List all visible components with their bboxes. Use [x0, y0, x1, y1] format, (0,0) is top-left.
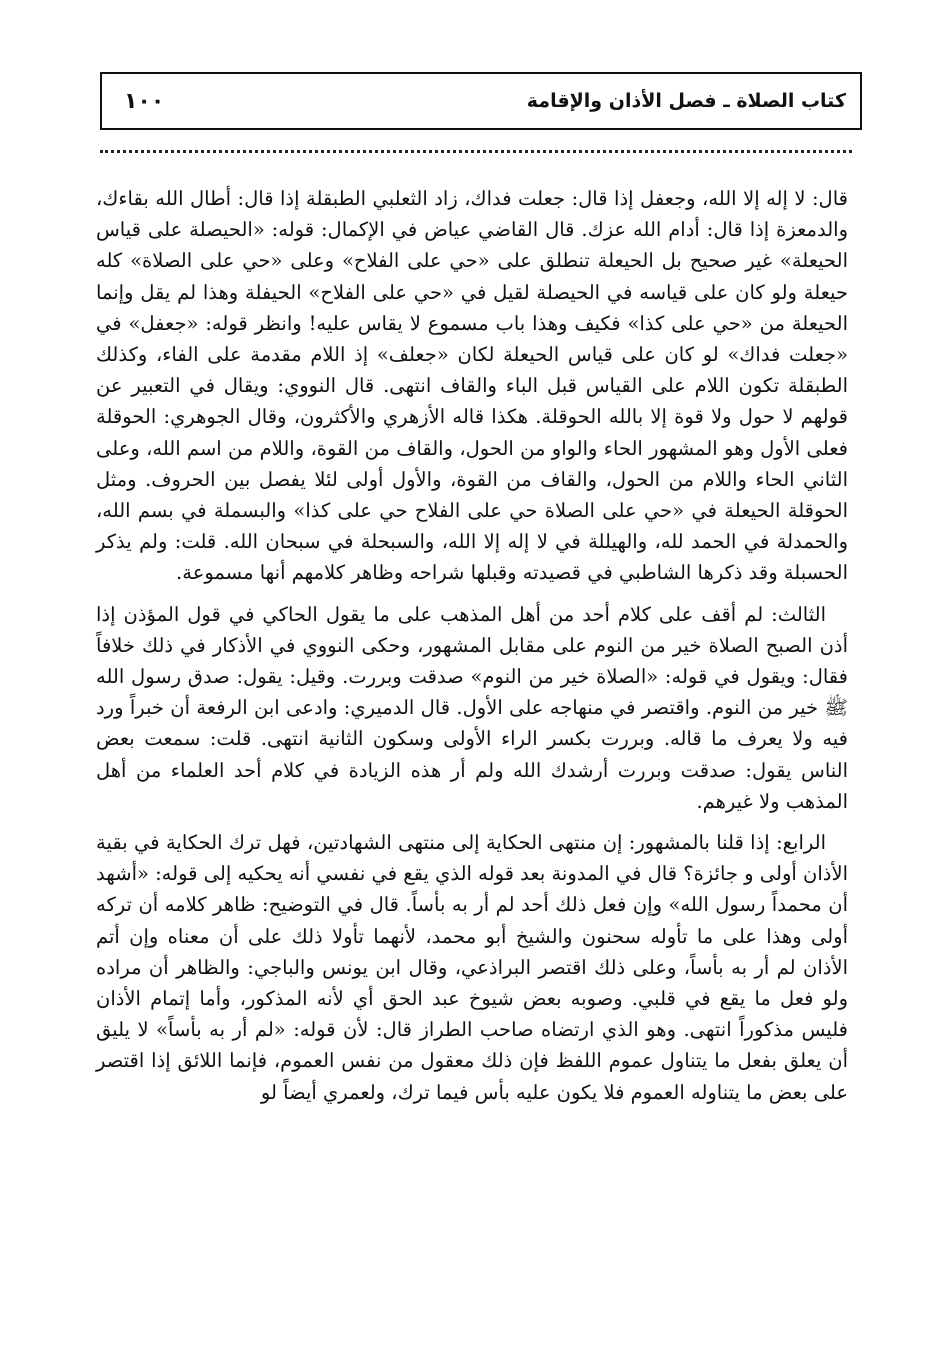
paragraph-fourth-point: الرابع: إذا قلنا بالمشهور: إن منتهى الحكاية إلى منتهى الشهادتين، فهل ترك الحكاية في بقية الأذان أولى و جائزة؟ قال في المدونة بعد قوله الذي يقع في نفسي أنه يحكيه إلى قوله: «أشهد أن محمداً رسول الله» وإن فعل ذلك أحد لم أر به بأساً. قال في التوضيح: ظاهر كلامه أن تركه أولى وهذا على ما تأوله سحنون والشيخ أبو محمد، لأنهما تأولا ذلك على أن معناه وإن أتم الأذان لم أر به بأساً، وعلى ذلك اقتصر البراذعي، وقال ابن يونس والباجي: والظاهر أن مراده ولو فعل ما يقع في قلبي. وصوبه بعض شيوخ عبد الحق أي لأنه المذكور، وأما إتمام الأذان فليس مذكوراً انتهى. وهو الذي ارتضاه صاحب الطراز قال: لأن قوله: «لم أر به بأساً» لا يليق أن يعلق بفعل ما يتناول عموم اللفظ فإن ذلك معقول من نفس العموم، فإنما اللائق إذا اقتصر على بعض ما يتناوله العموم فلا يكون عليه بأس فيما ترك، ولعمري أيضاً لو	[96, 831, 848, 1104]
paragraph-first: قال: لا إله إلا الله، وجعفل إذا قال: جعلت فداك، زاد الثعلبي الطبقلة إذا قال: أطال الله بقاءك، والدمعزة إذا قال: أدام الله عزك. قال القاضي عياض في الإكمال: قوله: «الحيصلة على قياس الحيعلة» غير صحيح بل الحيعلة تنطلق على «حي على الفلاح» وعلى «حي على الصلاة» كله حيعلة ولو كان على قياسه في الحيصلة لقيل في «حي على الفلاح» الحيفلة وهذا لم يقل وإنما الحيعلة من «حي على كذا» فكيف وهذا باب مسموع لا يقاس عليه! وانظر قوله: «جعفل» في «جعلت فداك» لو كان على قياس الحيعلة لكان «جعلف» إذ اللام مقدمة على الفاء، وكذلك الطبقلة تكون اللام على القياس قبل الباء والقاف انتهى. قال النووي: ويقال في التعبير عن قولهم لا حول ولا قوة إلا بالله الحوقلة. هكذا قاله الأزهري والأكثرون، وقال الجوهري: الحوقلة فعلى الأول وهو المشهور الحاء والواو من الحول، والقاف من القوة، واللام من اسم الله، وعلى الثاني الحاء واللام من الحول، والقاف من القوة، والأول أولى لئلا يفصل بين الحروف. ومثل الحوقلة الحيعلة في «حي على الصلاة حي على الفلاح حي على كذا» والبسملة في بسم الله، والحمدلة في الحمد لله، والهيللة في لا إله إلا الله، والسبحلة في سبحان الله. قلت: ولم يذكر الحسبلة وقد ذكرها الشاطبي في قصيدته وقبلها شراحه وظاهر كلامهم أنها مسموعة.	[96, 187, 848, 585]
header-title: كتاب الصلاة ـ فصل الأذان والإقامة	[526, 90, 846, 112]
paragraph-third-point: الثالث: لم أقف على كلام أحد من أهل المذهب على ما يقول الحاكي في قول المؤذن إذا أذن الصبح الصلاة خير من النوم على مقابل المشهور، وحكى النووي في الأذكار في ذلك خلافاً فقال: ويقول في قوله: «الصلاة خير من النوم» صدقت وبررت. وقيل: يقول: صدق رسول الله ﷺ خير من النوم. واقتصر في منهاجه على الأول. قال الدميري: وادعى ابن الرفعة أن خبراً ورد فيه ولا يعرف ما قاله. وبررت بكسر الراء الأولى وسكون الثانية انتهى. قلت: سمعت بعض الناس يقول: صدقت وبررت أرشدك الله ولم أر هذه الزيادة في كلام أحد العلماء من أهل المذهب ولا غيرهم.	[96, 602, 848, 813]
page-number: ١٠٠	[124, 88, 165, 114]
running-header	[100, 72, 862, 130]
body-text	[96, 183, 848, 1108]
dotted-separator	[100, 150, 852, 153]
